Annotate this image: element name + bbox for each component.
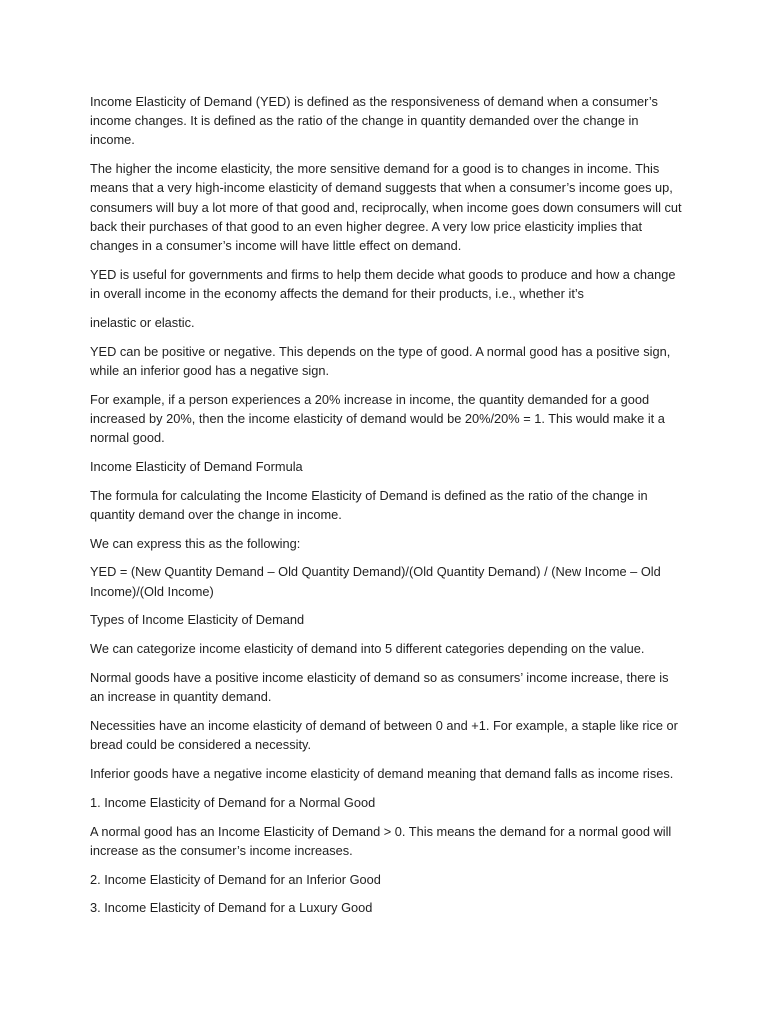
paragraph-yed-usefulness: YED is useful for governments and firms to help them decide what goods to produce and how a change in overall income in the economy affects the demand for their products, i.e., whether it’s xyxy=(90,266,676,302)
paragraph-normal-goods: Normal goods have a positive income elasticity of demand so as consumers’ income increase, there is an increase in quantity demand. xyxy=(90,670,669,705)
heading-normal-good: 1. Income Elasticity of Demand for a Normal Good xyxy=(90,794,376,810)
paragraph-normal-good-detail: A normal good has an Income Elasticity of Demand > 0. This means the demand for a normal good will increase as the consumer’s income increases. xyxy=(90,823,672,858)
paragraph-categories: We can categorize income elasticity of demand into 5 different categories depending on the value. xyxy=(90,641,645,657)
paragraph-express-intro: We can express this as the following: xyxy=(90,535,301,551)
paragraph-inferior-goods: Inferior goods have a negative income elasticity of demand meaning that demand falls as income rises. xyxy=(90,766,674,781)
paragraph-positive-or-negative: YED can be positive or negative. This depends on the type of good. A normal good has a positive sign, while an inferior good has a negative sign. xyxy=(90,343,671,378)
heading-types: Types of Income Elasticity of Demand xyxy=(90,612,305,628)
paragraph-necessities: Necessities have an income elasticity of demand of between 0 and +1. For example, a staple like rice or bread could be considered a necessity. xyxy=(90,718,678,753)
heading-luxury-good: 3. Income Elasticity of Demand for a Luxury Good xyxy=(90,900,373,916)
paragraph-example: For example, if a person experiences a 20% increase in income, the quantity demanded for a good increased by 20%, then the income elasticity of demand would be 20%/20% = 1. This would make it a normal good. xyxy=(90,391,665,446)
heading-inferior-good: 2. Income Elasticity of Demand for an Inferior Good xyxy=(90,871,381,887)
paragraph-inelastic-or-elastic: inelastic or elastic. xyxy=(90,314,195,330)
heading-formula: Income Elasticity of Demand Formula xyxy=(90,458,303,474)
paragraph-formula-definition: The formula for calculating the Income Elasticity of Demand is defined as the ratio of the change in quantity demand over the change in income. xyxy=(90,487,648,522)
paragraph-formula: YED = (New Quantity Demand – Old Quantity Demand)/(Old Quantity Demand) / (New Income – Old Income)/(Old Income) xyxy=(90,564,661,599)
paragraph-higher-elasticity: The higher the income elasticity, the more sensitive demand for a good is to changes in income. This means that a very high-income elasticity of demand suggests that when a consumer’s income goes up, consumers will buy a lot more of that good and, reciprocally, when income goes down consumers will cut back their purchases of that good to an even higher degree. A very low price elasticity implies that changes in a consumer’s income will have little effect on demand. xyxy=(90,161,682,254)
paragraph-yed-definition: Income Elasticity of Demand (YED) is defined as the responsiveness of demand when a consumer’s income changes. It is defined as the ratio of the change in quantity demanded over the change in income. xyxy=(90,94,658,148)
